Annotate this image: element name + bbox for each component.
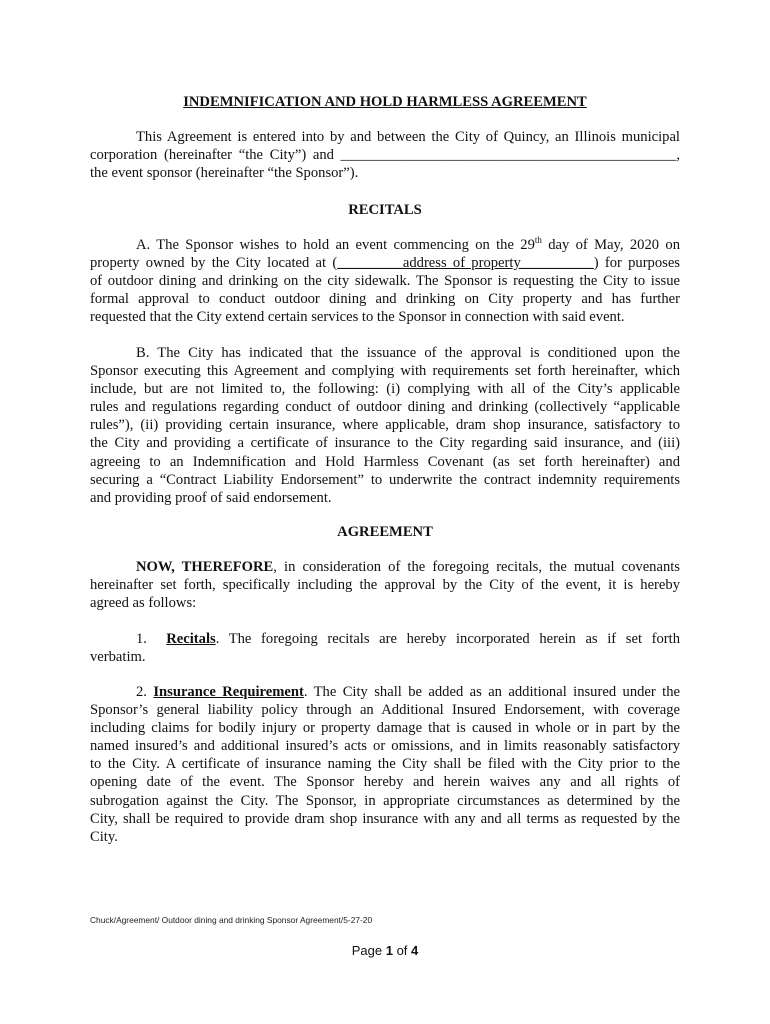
section-2-insurance: 2. Insurance Requirement. The City shall be added as an additional insured under the Sponsor’s general liability policy through an Additional Insured Endorsement, with coverage including claims for bodily injury or property damage that is caused in whole or in part by the named insured’s and additional insured’s acts or omissions, and in limits reasonably satisfactory to the City. A certificate of insurance naming the City shall be filed with the City prior to the opening date of the event. The Sponsor hereby and herein waives any and all rights of subrogation against the City. The Sponsor, in appropriate circumstances as determined by the City, shall be required to provide dram shop insurance with any and all terms as requested by the City.	[90, 684, 680, 845]
section-2-heading: Insurance Requirement	[153, 684, 304, 700]
section-1-heading: Recitals	[166, 631, 216, 647]
recital-a-paragraph: A. The Sponsor wishes to hold an event commencing on the 29th day of May, 2020 on property owned by the City located at (_________address of property__________) for purposes of outdoor dining and drinking on the city sidewalk. The Sponsor is requesting the City to issue formal approval to conduct outdoor dining and drinking on City property and has further requested that the City extend certain services to the Sponsor in connection with said event.	[90, 235, 680, 326]
recital-b-paragraph: B. The City has indicated that the issuance of the approval is conditioned upon the Sponsor executing this Agreement and complying with requirements set forth hereinafter, which include, but are not limited to, the following: (i) complying with all of the City’s applicable rules and regulations regarding conduct of outdoor dining and drinking (collectively “applicable rules”), (ii) providing certain insurance, where applicable, dram shop insurance, satisfactory to the City and providing a certificate of insurance to the City regarding said insurance, and (iii) agreeing to an Indemnification and Hold Harmless Covenant (as set forth hereinafter) and securing a “Contract Liability Endorsement” to underwrite the contract indemnity requirements and providing proof of said endorsement.	[90, 345, 680, 506]
agreement-heading: AGREEMENT	[337, 524, 433, 540]
page-number: Page 1 of 4	[351, 943, 419, 958]
document-footer: Chuck/Agreement/ Outdoor dining and drinking Sponsor Agreement/5-27-20	[90, 915, 373, 925]
intro-paragraph: This Agreement is entered into by and between the City of Quincy, an Illinois municipal corporation (hereinafter “the City”) and ______________________________________________, the event sponsor (hereinafter “the Sponsor”).	[90, 129, 680, 182]
sponsor-name-blank: ______________________________________________,	[340, 147, 680, 164]
property-address-blank: _________address of property__________	[337, 255, 594, 272]
document-title: INDEMNIFICATION AND HOLD HARMLESS AGREEMENT	[183, 94, 587, 110]
recitals-heading: RECITALS	[348, 202, 422, 218]
section-1-recitals: 1. Recitals. The foregoing recitals are hereby incorporated herein as if set forth verbatim.	[90, 631, 680, 666]
now-therefore-paragraph: NOW, THEREFORE, in consideration of the foregoing recitals, the mutual covenants hereinafter set forth, specifically including the approval by the City of the event, it is hereby agreed as follows:	[90, 559, 680, 612]
